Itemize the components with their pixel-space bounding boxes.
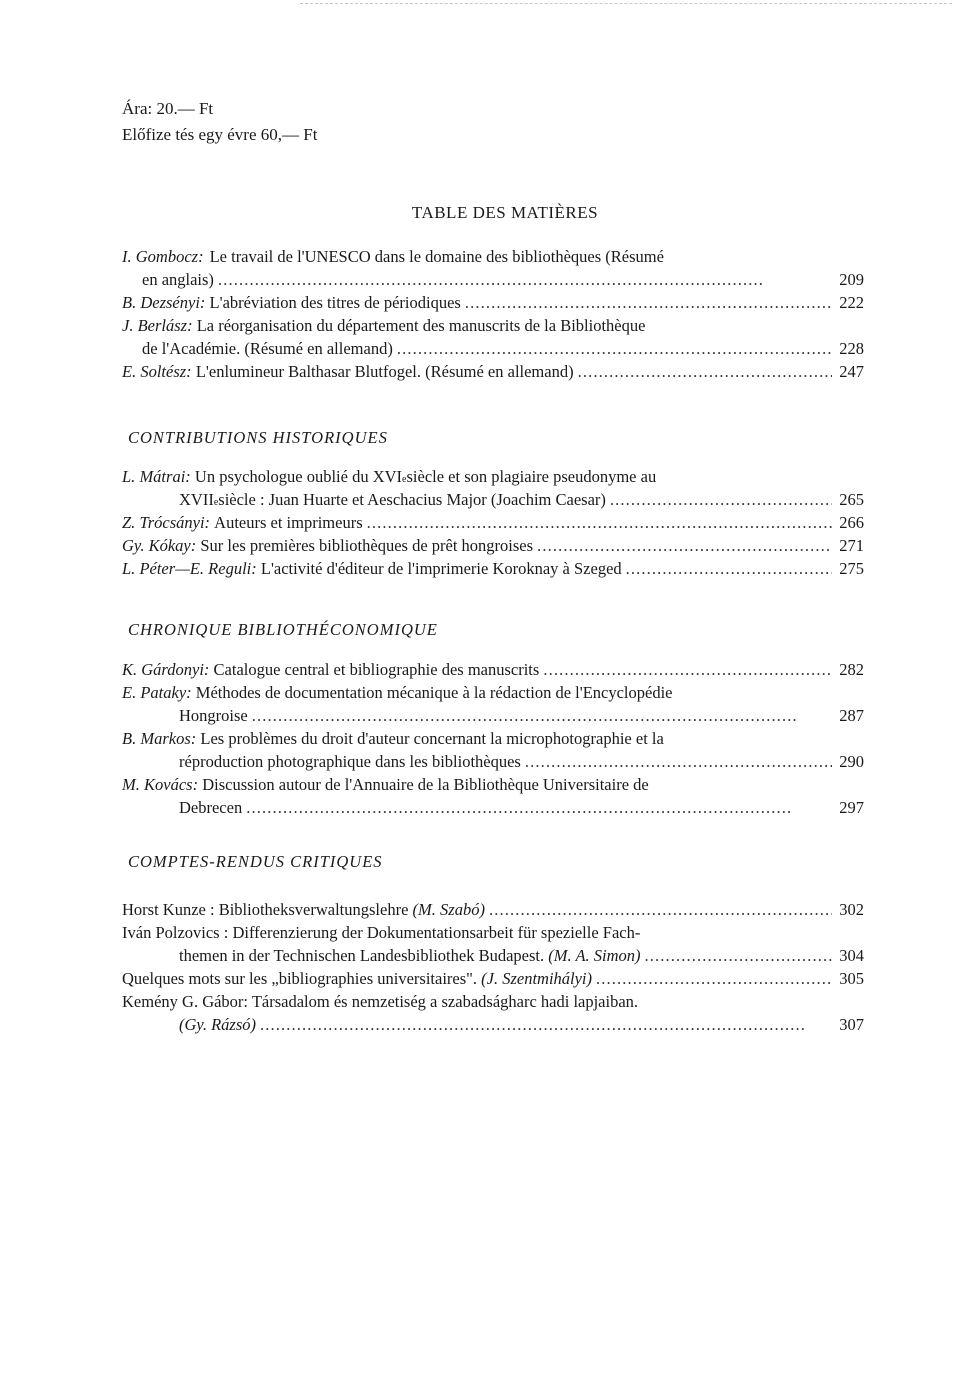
page-number: 304 bbox=[839, 946, 864, 965]
page-number: 247 bbox=[839, 362, 864, 381]
page-number: 287 bbox=[839, 706, 864, 725]
dot-leader bbox=[578, 360, 832, 383]
page-number: 307 bbox=[839, 1015, 864, 1034]
toc-entry-gombocz: I. Gombocz: Le travail de l'UNESCO dans le domaine des bibliothèques (Résumé en anglais) . . . 209 bbox=[122, 245, 864, 291]
page-number: 265 bbox=[839, 490, 864, 509]
dot-leader bbox=[525, 750, 832, 773]
section-heading-contributions: CONTRIBUTIONS HISTORIQUES bbox=[128, 428, 388, 447]
review-entry-quelques-mots: Quelques mots sur les „bibliographies universitaires". (J. Szentmihályi) . . . 305 bbox=[122, 967, 864, 990]
subscription-line: Előfize tés egy évre 60,— Ft bbox=[122, 125, 318, 144]
dot-leader bbox=[218, 268, 832, 291]
toc-entry-pataky: E. Pataky: Méthodes de documentation mécanique à la rédaction de l'Encyclopédie Hongroise . . . 287 bbox=[122, 681, 864, 727]
dot-leader bbox=[645, 944, 832, 967]
toc-entry-trocsanyi: Z. Trócsányi: Auteurs et imprimeurs . . . 266 bbox=[122, 511, 864, 534]
dot-leader bbox=[610, 488, 832, 511]
review-entry-kemeny: Kemény G. Gábor: Társadalom és nemzetiség a szabadságharc hadi lapjaiban. (Gy. Rázsó) . . . 307 bbox=[122, 990, 864, 1036]
toc-entry-soltesz: E. Soltész: L'enlumineur Balthasar Blutfogel. (Résumé en allemand) . . . 247 bbox=[122, 360, 864, 383]
page-number: 275 bbox=[839, 559, 864, 578]
page-number: 305 bbox=[839, 969, 864, 988]
dot-leader bbox=[596, 967, 832, 990]
toc-entry-markos: B. Markos: Les problèmes du droit d'auteur concernant la microphotographie et la réproduction photographique dans les bibliothèques . . . 290 bbox=[122, 727, 864, 773]
dot-leader bbox=[537, 534, 832, 557]
page-number: 302 bbox=[839, 900, 864, 919]
page-number: 222 bbox=[839, 293, 864, 312]
section-heading-comptes-rendus: COMPTES-RENDUS CRITIQUES bbox=[128, 852, 383, 871]
toc-entry-matrai: L. Mátrai: Un psychologue oublié du XVI e siècle et son plagiaire pseudonyme au XVII e siècle : Juan Huarte et Aeschacius Major (Joachim Caesar) . . . 265 bbox=[122, 465, 864, 511]
page-number: 209 bbox=[839, 270, 864, 289]
section-heading-chronique: CHRONIQUE BIBLIOTHÉCONOMIQUE bbox=[128, 620, 438, 639]
dot-leader bbox=[367, 511, 832, 534]
dot-leader bbox=[465, 291, 832, 314]
page-number: 290 bbox=[839, 752, 864, 771]
toc-entry-kokay: Gy. Kókay: Sur les premières bibliothèques de prêt hongroises . . . 271 bbox=[122, 534, 864, 557]
toc-entry-gardonyi: K. Gárdonyi: Catalogue central et bibliographie des manuscrits . . . 282 bbox=[122, 658, 864, 681]
dot-leader bbox=[626, 557, 832, 580]
price-block bbox=[122, 96, 317, 148]
dot-leader bbox=[252, 704, 832, 727]
scan-edge-line bbox=[300, 3, 952, 4]
dot-leader bbox=[489, 898, 832, 921]
dot-leader bbox=[260, 1013, 832, 1036]
review-entry-kunze: Horst Kunze : Bibliotheksverwaltungslehre (M. Szabó) . . . 302 bbox=[122, 898, 864, 921]
page-number: 297 bbox=[839, 798, 864, 817]
dot-leader bbox=[246, 796, 832, 819]
dot-leader bbox=[543, 658, 832, 681]
price-line: Ára: 20.— Ft bbox=[122, 99, 214, 118]
page-number: 271 bbox=[839, 536, 864, 555]
toc-entry-dezsenyi: B. Dezsényi: L'abréviation des titres de périodiques . . . 222 bbox=[122, 291, 864, 314]
page-number: 282 bbox=[839, 660, 864, 679]
toc-entry-berlasz: J. Berlász: La réorganisation du département des manuscrits de la Bibliothèque de l'Académie. (Résumé en allemand) . . . 228 bbox=[122, 314, 864, 360]
toc-title: TABLE DES MATIÈRES bbox=[411, 203, 599, 222]
page-number: 266 bbox=[839, 513, 864, 532]
dot-leader bbox=[397, 337, 832, 360]
page-number: 228 bbox=[839, 339, 864, 358]
review-entry-polzovics: Iván Polzovics : Differenzierung der Dokumentationsarbeit für spezielle Fach- themen in der Technischen Landesbibliothek Budapest. (M. A. Simon) . . . 304 bbox=[122, 921, 864, 967]
toc-entry-kovacs: M. Kovács: Discussion autour de l'Annuaire de la Bibliothèque Universitaire de Debrecen . . . 297 bbox=[122, 773, 864, 819]
toc-entry-peter-reguli: L. Péter—E. Reguli: L'activité d'éditeur de l'imprimerie Koroknay à Szeged . . . 275 bbox=[122, 557, 864, 580]
